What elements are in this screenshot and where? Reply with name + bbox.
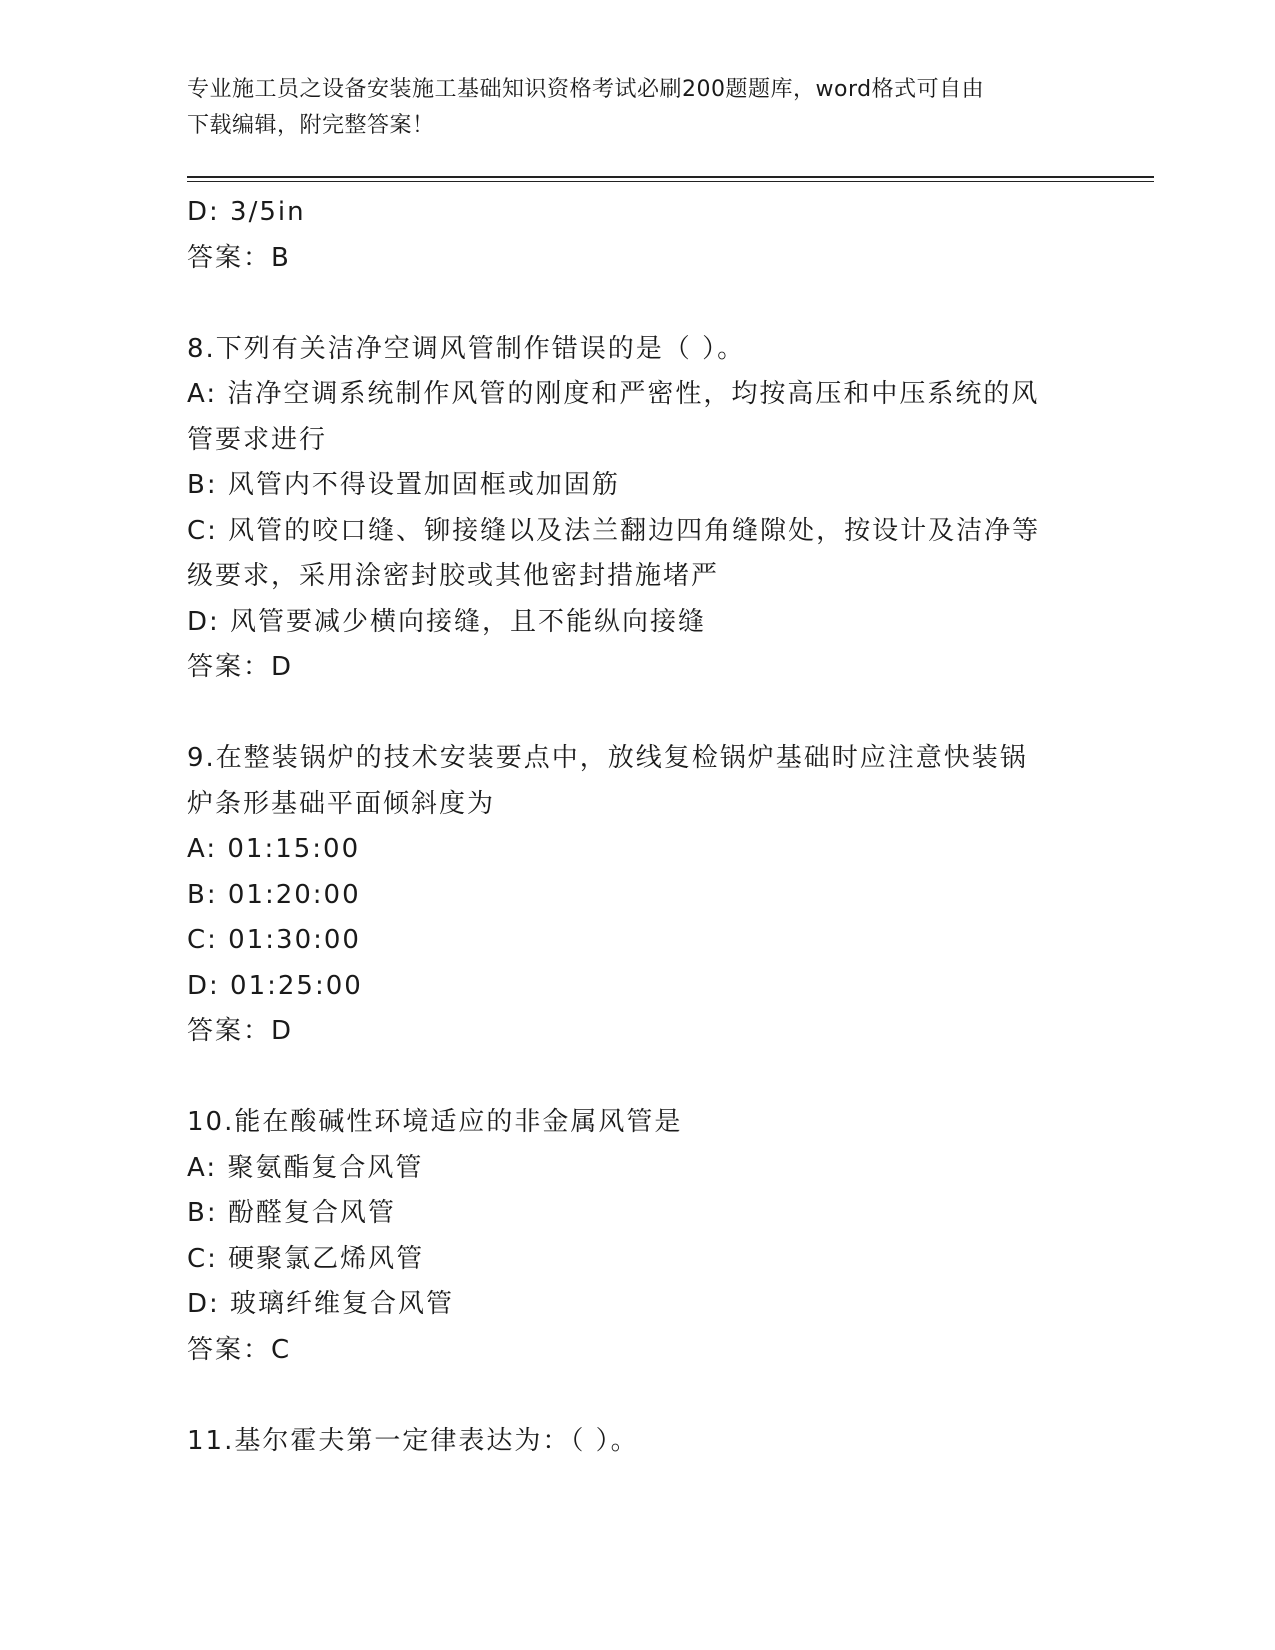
q10-option-c: C: 硬聚氯乙烯风管 [187, 1243, 425, 1274]
q10-answer: 答案：C [187, 1334, 292, 1365]
header-divider-thick [187, 176, 1154, 178]
prev-answer: 答案：B [187, 242, 291, 273]
q9-option-a: A: 01:15:00 [187, 834, 361, 864]
q9-question-line1: 9.在整装锅炉的技术安装要点中，放线复检锅炉基础时应注意快装锅 [187, 743, 1028, 773]
q8-question: 8.下列有关洁净空调风管制作错误的是（ ）。 [187, 333, 746, 364]
page-header [187, 72, 1087, 144]
q8-answer: 答案：D [187, 652, 294, 682]
q10-question: 10.能在酸碱性环境适应的非金属风管是 [187, 1107, 683, 1137]
q8-option-b: B: 风管内不得设置加固框或加固筋 [187, 470, 620, 500]
q11-question: 11.基尔霍夫第一定律表达为：（ ）。 [187, 1425, 639, 1456]
q9-question-line2: 炉条形基础平面倾斜度为 [187, 788, 496, 819]
q10-option-a: A: 聚氨酯复合风管 [187, 1152, 424, 1183]
header-divider-thin [187, 181, 1154, 182]
q9-option-c: C: 01:30:00 [187, 925, 361, 955]
header-line-1: 专业施工员之设备安装施工基础知识资格考试必刷200题题库，word格式可自由 [187, 77, 985, 102]
q8-option-a-line2: 管要求进行 [187, 424, 328, 455]
q9-answer: 答案：D [187, 1016, 294, 1046]
q8-option-c-line1: C: 风管的咬口缝、铆接缝以及法兰翻边四角缝隙处，按设计及洁净等 [187, 515, 1041, 546]
question-content [187, 190, 1087, 1464]
q8-option-c-line2: 级要求，采用涂密封胶或其他密封措施堵严 [187, 561, 720, 591]
q8-option-d: D: 风管要减少横向接缝，且不能纵向接缝 [187, 606, 707, 637]
q9-option-d: D: 01:25:00 [187, 970, 363, 1001]
q10-option-d: D: 玻璃纤维复合风管 [187, 1289, 455, 1319]
header-line-2: 下载编辑，附完整答案！ [187, 113, 435, 138]
prev-option-d: D: 3/5in [187, 197, 306, 227]
q10-option-b: B: 酚醛复合风管 [187, 1198, 396, 1228]
q8-option-a-line1: A: 洁净空调系统制作风管的刚度和严密性，均按高压和中压系统的风 [187, 379, 1040, 409]
q9-option-b: B: 01:20:00 [187, 879, 361, 910]
